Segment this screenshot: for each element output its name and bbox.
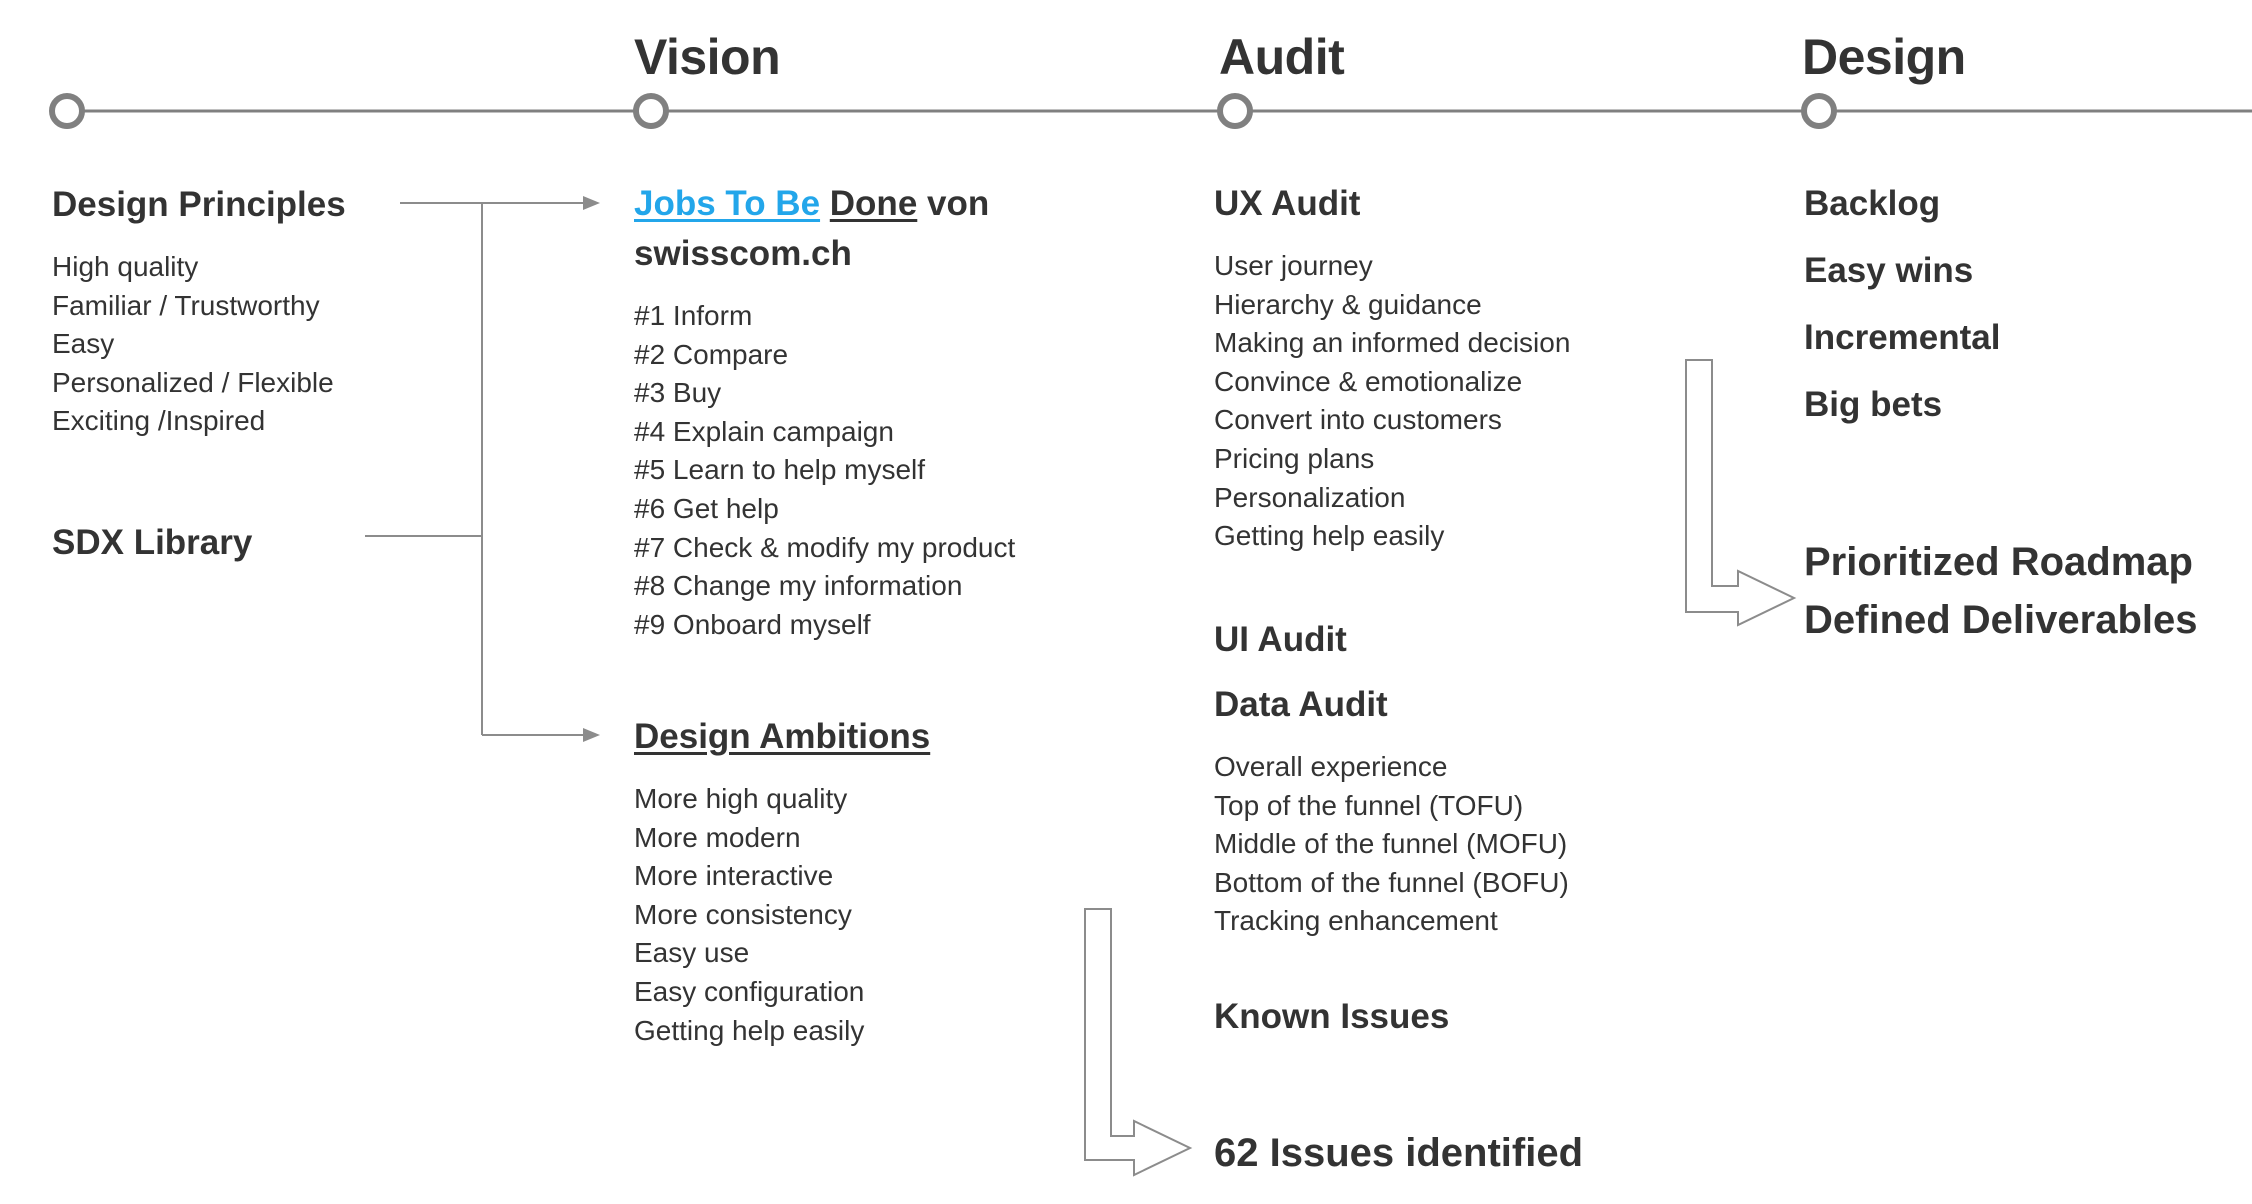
principles-title: Design Principles	[52, 185, 346, 224]
list-item: More consistency	[634, 898, 852, 930]
list-item: #1 Inform	[634, 300, 753, 331]
hollow-arrow-roadmap	[1686, 360, 1794, 625]
list-item: #3 Buy	[634, 377, 722, 409]
list-item: #4 Explain campaign	[634, 415, 894, 447]
design-item-easy-wins: Easy wins	[1804, 251, 1974, 290]
deliverables-label: Defined Deliverables	[1804, 598, 2198, 642]
ux-audit-list	[1214, 247, 1570, 556]
phase-title-design: Design	[1802, 29, 1966, 85]
data-audit-title: Data Audit	[1214, 685, 1388, 724]
hollow-arrow-issues	[1085, 909, 1190, 1175]
timeline-node-vision	[636, 96, 666, 126]
list-item: High quality	[52, 251, 199, 282]
arrowhead-jtbd	[583, 196, 600, 210]
jtbd-title-line2: swisscom.ch	[634, 234, 852, 273]
list-item: Personalization	[1214, 481, 1406, 513]
jtbd-list	[634, 297, 1015, 644]
list-item: Personalized / Flexible	[52, 366, 334, 398]
list-item: Getting help easily	[1214, 520, 1445, 552]
list-item: Overall experience	[1214, 751, 1448, 782]
arrowhead-ambitions	[583, 728, 600, 742]
timeline-node-audit	[1220, 96, 1250, 126]
list-item: Pricing plans	[1214, 442, 1375, 474]
list-item: #2 Compare	[634, 338, 789, 370]
list-item: Making an informed decision	[1214, 327, 1571, 359]
data-audit-list	[1214, 748, 1569, 941]
jtbd-title-suffix: von	[927, 184, 990, 223]
list-item: Familiar / Trustworthy	[52, 289, 320, 321]
list-item: Easy configuration	[634, 975, 865, 1007]
design-item-backlog: Backlog	[1804, 184, 1941, 223]
timeline-node-design	[1804, 96, 1834, 126]
bracket-connector	[365, 203, 584, 735]
list-item: More modern	[634, 821, 801, 853]
timeline-node-start	[52, 96, 82, 126]
list-item: User journey	[1214, 250, 1373, 281]
roadmap-label: Prioritized Roadmap	[1804, 540, 2193, 584]
jtbd-title	[634, 184, 989, 224]
list-item: Top of the funnel (TOFU)	[1214, 789, 1524, 821]
design-item-big-bets: Big bets	[1804, 385, 1943, 424]
list-item: #6 Get help	[634, 492, 779, 524]
list-item: Exciting /Inspired	[52, 405, 266, 437]
list-item: Easy	[52, 328, 115, 360]
list-item: #5 Learn to help myself	[634, 454, 926, 486]
list-item: More high quality	[634, 783, 848, 814]
list-item: Easy use	[634, 937, 750, 969]
jtbd-title-done: Done	[829, 184, 918, 223]
list-item: Convert into customers	[1214, 404, 1502, 436]
list-item: More interactive	[634, 860, 834, 892]
list-item: Getting help easily	[634, 1014, 865, 1046]
list-item: Bottom of the funnel (BOFU)	[1214, 866, 1569, 898]
phase-title-vision: Vision	[634, 29, 781, 85]
issues-identified-label: 62 Issues identified	[1214, 1131, 1584, 1175]
list-item: Hierarchy & guidance	[1214, 288, 1482, 320]
design-item-incremental: Incremental	[1804, 318, 2001, 357]
list-item: #8 Change my information	[634, 570, 963, 602]
list-item: Convince & emotionalize	[1214, 365, 1523, 397]
principles-list	[52, 248, 334, 441]
list-item: Middle of the funnel (MOFU)	[1214, 828, 1568, 860]
jtbd-link[interactable]: Jobs To Be	[634, 184, 821, 223]
sdx-library-title: SDX Library	[52, 523, 253, 562]
ambitions-title: Design Ambitions	[634, 717, 931, 756]
list-item: Tracking enhancement	[1214, 905, 1498, 937]
list-item: #7 Check & modify my product	[634, 531, 1016, 563]
known-issues-title: Known Issues	[1214, 997, 1450, 1036]
list-item: #9 Onboard myself	[634, 608, 871, 640]
phase-title-audit: Audit	[1219, 29, 1345, 85]
ui-audit-title: UI Audit	[1214, 620, 1347, 659]
ambitions-list	[634, 780, 864, 1050]
ux-audit-title: UX Audit	[1214, 184, 1361, 223]
